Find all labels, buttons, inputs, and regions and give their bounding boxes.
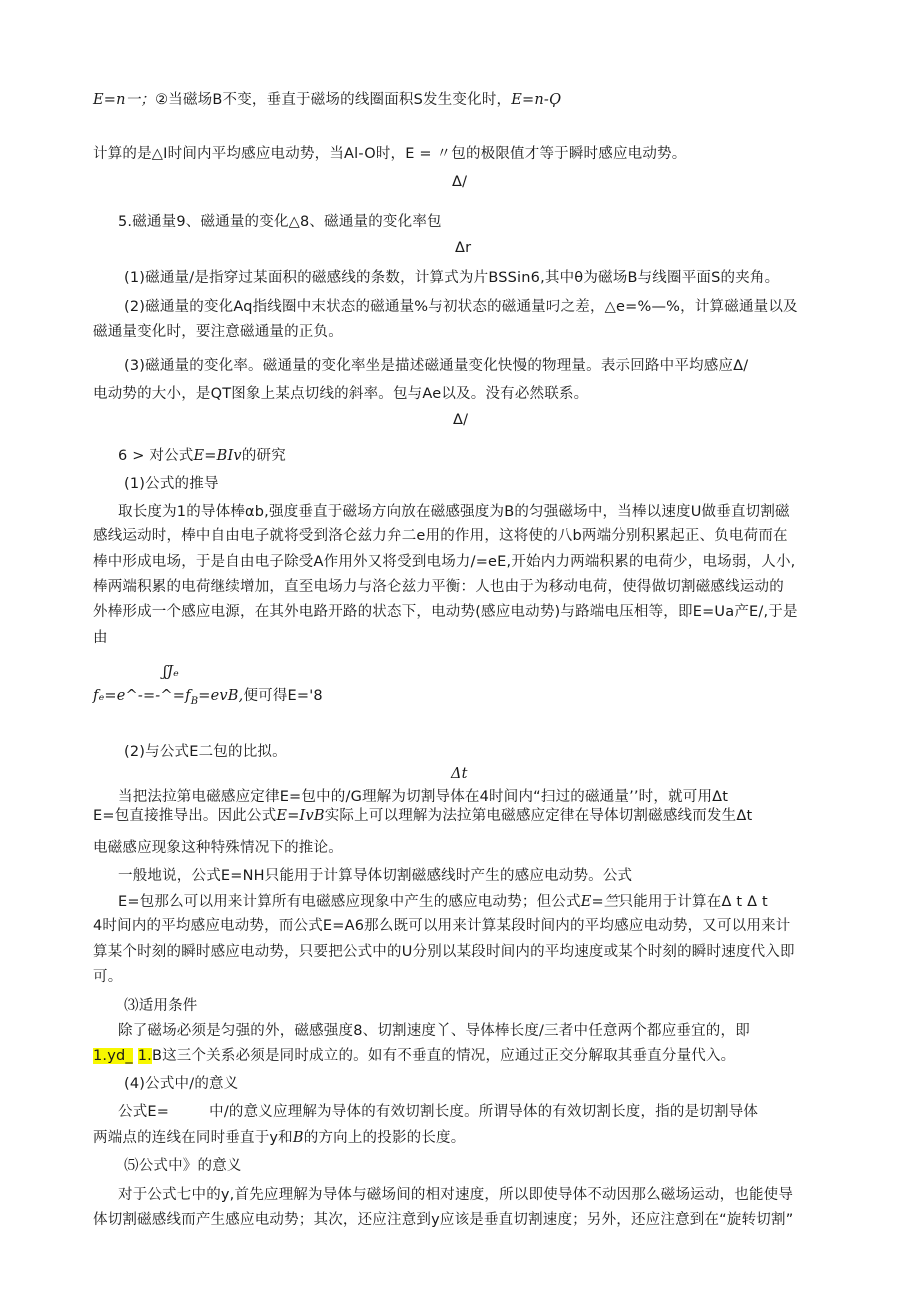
text-line: (3)磁通量的变化率。磁通量的变化率坐是描述磁通量变化快慢的物理量。表示回路中平均感应Δ/ [124, 358, 749, 374]
text-line: E=包直接推导出。因此公式E=IvB实际上可以理解为法拉第电磁感应定律在导体切割磁感线而发生Δt [93, 808, 753, 824]
text-line: 电磁感应现象这种特殊情况下的推论。 [93, 840, 343, 856]
text-line: 两端点的连线在同时垂直于y和B的方向上的投影的长度。 [93, 1130, 466, 1146]
formula-fragment: ʃJₑ [163, 664, 179, 680]
sub-heading: (2)与公式E二包的比拟。 [124, 744, 287, 760]
formula-line: $f_e=e\^{}-=-\^{}=f_B=evB$,便可得E='8 [93, 688, 323, 707]
formula: E=竺 [580, 894, 619, 910]
formula: E=n-Ϙ [511, 92, 562, 108]
text-line: 对于公式七中的y,首先应理解为导体与磁场间的相对速度，所以即使导体不动因那么磁场运动，也能使导 [118, 1187, 794, 1203]
text-line: 体切割磁感线而产生感应电动势；其次，还应注意到y应该是垂直切割速度；另外，还应注意到在“旋转切割” [93, 1212, 794, 1228]
text-line: 磁通量变化时，要注意磁通量的正负。 [93, 324, 343, 340]
text-line: 可。 [93, 969, 123, 985]
formula: B [292, 1130, 304, 1146]
formula: E=BIv [193, 448, 242, 464]
text-line: 除了磁场必须是匀强的外，磁感强度8、切割速度丫、导体棒长度/三者中任意两个都应垂宜的，即 [118, 1023, 750, 1039]
text-line: E=包那么可以用来计算所有电磁感应现象中产生的感应电动势；但公式E=竺只能用于计算在Δ t Δ t [118, 894, 768, 910]
text-line: 电动势的大小，是QT图象上某点切线的斜率。包与Ae以及。没有必然联系。 [93, 386, 589, 402]
text-line: 由 [93, 630, 108, 646]
text-line: 1.yd_ 1.B这三个关系必须是同时成立的。如有不垂直的情况，应通过正交分解取其垂直分量代入。 [93, 1048, 736, 1064]
formula-fragment: Δ/ [452, 174, 468, 190]
text-line: 感线运动时，棒中自由电子就将受到洛仑兹力弁二e用的作用，这将使的八b两端分别积累起正、负电荷而在 [93, 528, 788, 544]
text-line: 4时间内的平均感应电动势，而公式E=A6那么既可以用来计算某段时间内的平均感应电动势，又可以用来计 [93, 918, 791, 934]
section-heading: 5.磁通量9、磁通量的变化△8、磁通量的变化率包 [118, 214, 442, 230]
text-line: 取长度为1的导体棒αb,强度垂直于磁场方向放在磁感强度为B的匀强磁场中，当棒以速度U做垂直切割磁 [118, 504, 790, 520]
formula: E=IvB [276, 808, 325, 824]
text-line: 一般地说，公式E=NH只能用于计算导体切割磁感线时产生的感应电动势。公式 [118, 868, 633, 884]
formula: E=n一； [93, 92, 156, 108]
text-line: 当把法拉第电磁感应定律E=包中的/G理解为切割导体在4时间内“扫过的磁通量’’时，就可用Δt [118, 789, 729, 805]
sub-heading: ⑸公式中》的意义 [124, 1158, 242, 1174]
text-line: 算某个时刻的瞬时感应电动势，只要把公式中的U分别以某段时间内的平均速度或某个时刻的瞬时速度代入即 [93, 944, 795, 960]
text-line: 外棒形成一个感应电源，在其外电路开路的状态下，电动势(感应电动势)与路端电压相等，即E=Ua产E/,于是 [93, 604, 798, 620]
text-line: (2)磁通量的变化Aq指线圈中末状态的磁通量%与初状态的磁通量叼之差，△e=%—%，计算磁通量以及 [124, 299, 798, 315]
sub-heading: (4)公式中/的意义 [124, 1076, 239, 1092]
section-heading: 6 > 对公式E=BIv的研究 [118, 448, 286, 464]
text-line: 棒中形成电场，于是自由电子除受A作用外又将受到电场力∕=eE,开始内力两端积累的电荷少，电场弱，人小, [93, 554, 796, 570]
formula-fragment: Δ/ [453, 412, 469, 428]
highlight-mark: 1.yd_ [93, 1048, 133, 1064]
text-line: 棒两端积累的电荷继续增加，直至电场力与洛仑兹力平衡：人也由于为移动电荷，使得做切割磁感线运动的 [93, 579, 784, 595]
formula-fragment: Δt [451, 766, 468, 782]
highlight-mark: 1. [137, 1048, 152, 1064]
text-line: 公式E= 中/的意义应理解为导体的有效切割长度。所谓导体的有效切割长度，指的是切割导体 [118, 1104, 759, 1120]
text-line: 计算的是△I时间内平均感应电动势，当Al-O时，E = 〃包的极限值才等于瞬时感应电动势。 [93, 146, 687, 162]
sub-heading: (1)公式的推导 [124, 476, 219, 492]
sub-heading: ⑶适用条件 [124, 998, 198, 1014]
formula-fragment: Δr [455, 240, 472, 256]
text-line: E=n一；②当磁场B不变，垂直于磁场的线圈面积S发生变化时，E=n-Ϙ [93, 92, 562, 108]
text-line: (1)磁通量/是指穿过某面积的磁感线的条数，计算式为片BSSin6,其中θ为磁场B与线圈平面S的夹角。 [124, 270, 780, 286]
